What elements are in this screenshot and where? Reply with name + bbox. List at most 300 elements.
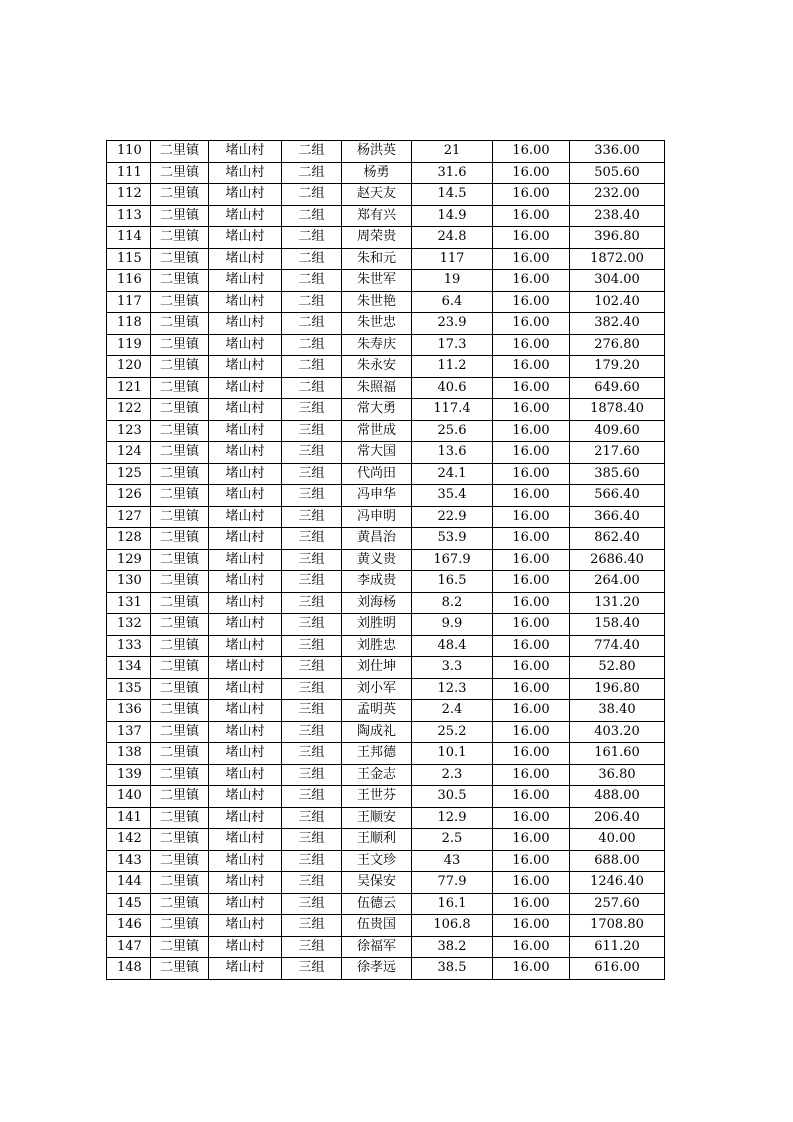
cell-town: 二里镇 — [151, 893, 209, 915]
cell-amount: 276.80 — [570, 334, 665, 356]
cell-village: 堵山村 — [209, 463, 282, 485]
cell-quantity: 48.4 — [412, 635, 493, 657]
cell-group: 三组 — [282, 700, 342, 722]
cell-quantity: 106.8 — [412, 915, 493, 937]
cell-name: 常大勇 — [342, 399, 412, 421]
table-row — [107, 592, 665, 614]
cell-group: 二组 — [282, 184, 342, 206]
table-row — [107, 678, 665, 700]
table-row — [107, 700, 665, 722]
cell-group: 二组 — [282, 205, 342, 227]
cell-unit-price: 16.00 — [493, 141, 570, 163]
cell-town: 二里镇 — [151, 657, 209, 679]
cell-town: 二里镇 — [151, 334, 209, 356]
cell-town: 二里镇 — [151, 958, 209, 980]
table-row — [107, 141, 665, 163]
cell-unit-price: 16.00 — [493, 915, 570, 937]
cell-name: 王文珍 — [342, 850, 412, 872]
cell-quantity: 77.9 — [412, 872, 493, 894]
cell-unit-price: 16.00 — [493, 463, 570, 485]
cell-row-number: 110 — [107, 141, 151, 163]
cell-row-number: 138 — [107, 743, 151, 765]
table-row — [107, 420, 665, 442]
cell-name: 朱世军 — [342, 270, 412, 292]
cell-quantity: 38.5 — [412, 958, 493, 980]
cell-amount: 611.20 — [570, 936, 665, 958]
table-row — [107, 205, 665, 227]
cell-unit-price: 16.00 — [493, 614, 570, 636]
table-row — [107, 506, 665, 528]
cell-town: 二里镇 — [151, 614, 209, 636]
cell-village: 堵山村 — [209, 915, 282, 937]
cell-group: 三组 — [282, 893, 342, 915]
cell-amount: 688.00 — [570, 850, 665, 872]
table-row — [107, 807, 665, 829]
cell-village: 堵山村 — [209, 743, 282, 765]
cell-amount: 336.00 — [570, 141, 665, 163]
table-row — [107, 872, 665, 894]
cell-name: 黄昌治 — [342, 528, 412, 550]
cell-amount: 403.20 — [570, 721, 665, 743]
cell-amount: 102.40 — [570, 291, 665, 313]
cell-town: 二里镇 — [151, 399, 209, 421]
cell-name: 黄义贵 — [342, 549, 412, 571]
cell-unit-price: 16.00 — [493, 850, 570, 872]
cell-unit-price: 16.00 — [493, 506, 570, 528]
table-row — [107, 528, 665, 550]
cell-name: 刘海杨 — [342, 592, 412, 614]
cell-unit-price: 16.00 — [493, 829, 570, 851]
cell-quantity: 8.2 — [412, 592, 493, 614]
cell-unit-price: 16.00 — [493, 377, 570, 399]
cell-village: 堵山村 — [209, 592, 282, 614]
cell-town: 二里镇 — [151, 721, 209, 743]
cell-village: 堵山村 — [209, 205, 282, 227]
cell-town: 二里镇 — [151, 786, 209, 808]
cell-row-number: 141 — [107, 807, 151, 829]
cell-unit-price: 16.00 — [493, 528, 570, 550]
cell-quantity: 17.3 — [412, 334, 493, 356]
cell-amount: 131.20 — [570, 592, 665, 614]
cell-group: 三组 — [282, 872, 342, 894]
cell-village: 堵山村 — [209, 227, 282, 249]
cell-town: 二里镇 — [151, 162, 209, 184]
cell-amount: 649.60 — [570, 377, 665, 399]
cell-amount: 196.80 — [570, 678, 665, 700]
cell-town: 二里镇 — [151, 270, 209, 292]
cell-quantity: 2.3 — [412, 764, 493, 786]
cell-quantity: 53.9 — [412, 528, 493, 550]
table-row — [107, 958, 665, 980]
cell-row-number: 122 — [107, 399, 151, 421]
cell-quantity: 16.5 — [412, 571, 493, 593]
cell-name: 吴保安 — [342, 872, 412, 894]
cell-row-number: 112 — [107, 184, 151, 206]
cell-town: 二里镇 — [151, 807, 209, 829]
cell-village: 堵山村 — [209, 291, 282, 313]
cell-amount: 257.60 — [570, 893, 665, 915]
cell-name: 朱寿庆 — [342, 334, 412, 356]
cell-row-number: 116 — [107, 270, 151, 292]
cell-name: 王顺安 — [342, 807, 412, 829]
cell-name: 代尚田 — [342, 463, 412, 485]
cell-row-number: 147 — [107, 936, 151, 958]
table-row — [107, 635, 665, 657]
cell-row-number: 135 — [107, 678, 151, 700]
table-row — [107, 657, 665, 679]
cell-name: 李成贵 — [342, 571, 412, 593]
table-row — [107, 334, 665, 356]
cell-unit-price: 16.00 — [493, 313, 570, 335]
table-row — [107, 764, 665, 786]
cell-name: 赵天友 — [342, 184, 412, 206]
cell-name: 徐福军 — [342, 936, 412, 958]
cell-unit-price: 16.00 — [493, 270, 570, 292]
cell-quantity: 14.9 — [412, 205, 493, 227]
cell-town: 二里镇 — [151, 936, 209, 958]
cell-row-number: 143 — [107, 850, 151, 872]
cell-group: 三组 — [282, 807, 342, 829]
cell-group: 二组 — [282, 356, 342, 378]
cell-town: 二里镇 — [151, 592, 209, 614]
cell-amount: 264.00 — [570, 571, 665, 593]
cell-unit-price: 16.00 — [493, 227, 570, 249]
cell-name: 刘胜明 — [342, 614, 412, 636]
cell-row-number: 132 — [107, 614, 151, 636]
cell-town: 二里镇 — [151, 248, 209, 270]
cell-town: 二里镇 — [151, 678, 209, 700]
cell-group: 三组 — [282, 850, 342, 872]
cell-name: 伍贵国 — [342, 915, 412, 937]
cell-amount: 1872.00 — [570, 248, 665, 270]
cell-village: 堵山村 — [209, 356, 282, 378]
cell-group: 三组 — [282, 463, 342, 485]
cell-village: 堵山村 — [209, 850, 282, 872]
cell-group: 三组 — [282, 549, 342, 571]
cell-unit-price: 16.00 — [493, 657, 570, 679]
cell-quantity: 6.4 — [412, 291, 493, 313]
cell-town: 二里镇 — [151, 291, 209, 313]
cell-quantity: 43 — [412, 850, 493, 872]
cell-village: 堵山村 — [209, 420, 282, 442]
table-row — [107, 614, 665, 636]
cell-town: 二里镇 — [151, 184, 209, 206]
cell-name: 冯申华 — [342, 485, 412, 507]
cell-town: 二里镇 — [151, 700, 209, 722]
cell-village: 堵山村 — [209, 700, 282, 722]
cell-town: 二里镇 — [151, 764, 209, 786]
cell-village: 堵山村 — [209, 506, 282, 528]
cell-name: 朱永安 — [342, 356, 412, 378]
table-row — [107, 184, 665, 206]
cell-village: 堵山村 — [209, 807, 282, 829]
cell-group: 三组 — [282, 786, 342, 808]
cell-row-number: 136 — [107, 700, 151, 722]
cell-village: 堵山村 — [209, 528, 282, 550]
cell-village: 堵山村 — [209, 270, 282, 292]
cell-amount: 40.00 — [570, 829, 665, 851]
cell-group: 三组 — [282, 420, 342, 442]
cell-unit-price: 16.00 — [493, 549, 570, 571]
cell-village: 堵山村 — [209, 485, 282, 507]
cell-village: 堵山村 — [209, 614, 282, 636]
cell-group: 三组 — [282, 635, 342, 657]
cell-group: 三组 — [282, 958, 342, 980]
table-row — [107, 850, 665, 872]
cell-name: 朱世艳 — [342, 291, 412, 313]
cell-group: 二组 — [282, 248, 342, 270]
table-row — [107, 936, 665, 958]
cell-row-number: 121 — [107, 377, 151, 399]
table-row — [107, 356, 665, 378]
cell-group: 三组 — [282, 936, 342, 958]
cell-unit-price: 16.00 — [493, 936, 570, 958]
cell-row-number: 120 — [107, 356, 151, 378]
cell-village: 堵山村 — [209, 549, 282, 571]
cell-amount: 217.60 — [570, 442, 665, 464]
cell-unit-price: 16.00 — [493, 893, 570, 915]
cell-amount: 1708.80 — [570, 915, 665, 937]
cell-unit-price: 16.00 — [493, 592, 570, 614]
cell-quantity: 12.9 — [412, 807, 493, 829]
cell-village: 堵山村 — [209, 657, 282, 679]
cell-row-number: 142 — [107, 829, 151, 851]
cell-amount: 385.60 — [570, 463, 665, 485]
cell-town: 二里镇 — [151, 506, 209, 528]
cell-name: 刘仕坤 — [342, 657, 412, 679]
cell-quantity: 23.9 — [412, 313, 493, 335]
table-row — [107, 377, 665, 399]
cell-name: 周荣贵 — [342, 227, 412, 249]
cell-row-number: 123 — [107, 420, 151, 442]
cell-amount: 38.40 — [570, 700, 665, 722]
cell-unit-price: 16.00 — [493, 420, 570, 442]
cell-unit-price: 16.00 — [493, 678, 570, 700]
cell-name: 伍德云 — [342, 893, 412, 915]
cell-name: 徐孝远 — [342, 958, 412, 980]
cell-quantity: 117 — [412, 248, 493, 270]
cell-town: 二里镇 — [151, 549, 209, 571]
cell-unit-price: 16.00 — [493, 721, 570, 743]
cell-village: 堵山村 — [209, 721, 282, 743]
cell-row-number: 128 — [107, 528, 151, 550]
cell-village: 堵山村 — [209, 184, 282, 206]
cell-village: 堵山村 — [209, 958, 282, 980]
cell-amount: 366.40 — [570, 506, 665, 528]
cell-unit-price: 16.00 — [493, 442, 570, 464]
cell-name: 朱照福 — [342, 377, 412, 399]
cell-quantity: 38.2 — [412, 936, 493, 958]
cell-town: 二里镇 — [151, 442, 209, 464]
cell-town: 二里镇 — [151, 528, 209, 550]
cell-amount: 36.80 — [570, 764, 665, 786]
cell-village: 堵山村 — [209, 764, 282, 786]
cell-town: 二里镇 — [151, 205, 209, 227]
cell-town: 二里镇 — [151, 227, 209, 249]
cell-quantity: 9.9 — [412, 614, 493, 636]
cell-amount: 158.40 — [570, 614, 665, 636]
cell-unit-price: 16.00 — [493, 743, 570, 765]
cell-name: 王金志 — [342, 764, 412, 786]
cell-town: 二里镇 — [151, 141, 209, 163]
table-row — [107, 571, 665, 593]
cell-town: 二里镇 — [151, 829, 209, 851]
cell-row-number: 113 — [107, 205, 151, 227]
table-body — [107, 141, 665, 980]
cell-row-number: 134 — [107, 657, 151, 679]
table-row — [107, 248, 665, 270]
cell-group: 三组 — [282, 571, 342, 593]
cell-quantity: 19 — [412, 270, 493, 292]
cell-row-number: 146 — [107, 915, 151, 937]
cell-village: 堵山村 — [209, 872, 282, 894]
cell-quantity: 30.5 — [412, 786, 493, 808]
table-row — [107, 162, 665, 184]
cell-row-number: 145 — [107, 893, 151, 915]
cell-unit-price: 16.00 — [493, 635, 570, 657]
cell-amount: 161.60 — [570, 743, 665, 765]
cell-quantity: 25.2 — [412, 721, 493, 743]
cell-group: 二组 — [282, 141, 342, 163]
cell-amount: 382.40 — [570, 313, 665, 335]
cell-quantity: 117.4 — [412, 399, 493, 421]
cell-name: 刘小军 — [342, 678, 412, 700]
cell-group: 三组 — [282, 442, 342, 464]
table-row — [107, 270, 665, 292]
cell-amount: 179.20 — [570, 356, 665, 378]
cell-group: 三组 — [282, 743, 342, 765]
cell-row-number: 115 — [107, 248, 151, 270]
cell-row-number: 124 — [107, 442, 151, 464]
cell-quantity: 35.4 — [412, 485, 493, 507]
cell-row-number: 130 — [107, 571, 151, 593]
cell-quantity: 24.8 — [412, 227, 493, 249]
cell-amount: 616.00 — [570, 958, 665, 980]
cell-quantity: 22.9 — [412, 506, 493, 528]
cell-row-number: 137 — [107, 721, 151, 743]
cell-unit-price: 16.00 — [493, 485, 570, 507]
cell-amount: 505.60 — [570, 162, 665, 184]
cell-row-number: 139 — [107, 764, 151, 786]
cell-group: 二组 — [282, 313, 342, 335]
table-row — [107, 399, 665, 421]
cell-unit-price: 16.00 — [493, 399, 570, 421]
cell-group: 二组 — [282, 377, 342, 399]
table-row — [107, 227, 665, 249]
cell-quantity: 13.6 — [412, 442, 493, 464]
table-row — [107, 893, 665, 915]
cell-group: 二组 — [282, 270, 342, 292]
cell-village: 堵山村 — [209, 786, 282, 808]
cell-group: 三组 — [282, 399, 342, 421]
table-row — [107, 291, 665, 313]
cell-row-number: 125 — [107, 463, 151, 485]
cell-quantity: 2.5 — [412, 829, 493, 851]
cell-name: 刘胜忠 — [342, 635, 412, 657]
cell-group: 二组 — [282, 291, 342, 313]
cell-amount: 304.00 — [570, 270, 665, 292]
cell-town: 二里镇 — [151, 313, 209, 335]
cell-group: 三组 — [282, 721, 342, 743]
cell-town: 二里镇 — [151, 743, 209, 765]
cell-row-number: 126 — [107, 485, 151, 507]
cell-amount: 488.00 — [570, 786, 665, 808]
cell-row-number: 133 — [107, 635, 151, 657]
cell-group: 二组 — [282, 334, 342, 356]
cell-amount: 238.40 — [570, 205, 665, 227]
cell-village: 堵山村 — [209, 399, 282, 421]
table-row — [107, 549, 665, 571]
cell-amount: 206.40 — [570, 807, 665, 829]
cell-town: 二里镇 — [151, 850, 209, 872]
cell-unit-price: 16.00 — [493, 872, 570, 894]
cell-group: 三组 — [282, 915, 342, 937]
cell-group: 三组 — [282, 657, 342, 679]
cell-unit-price: 16.00 — [493, 184, 570, 206]
cell-town: 二里镇 — [151, 872, 209, 894]
cell-village: 堵山村 — [209, 936, 282, 958]
cell-quantity: 40.6 — [412, 377, 493, 399]
cell-unit-price: 16.00 — [493, 571, 570, 593]
cell-village: 堵山村 — [209, 377, 282, 399]
cell-row-number: 148 — [107, 958, 151, 980]
cell-group: 三组 — [282, 764, 342, 786]
cell-group: 二组 — [282, 227, 342, 249]
table-row — [107, 313, 665, 335]
cell-group: 三组 — [282, 592, 342, 614]
cell-row-number: 144 — [107, 872, 151, 894]
cell-name: 冯申明 — [342, 506, 412, 528]
cell-group: 三组 — [282, 678, 342, 700]
table-row — [107, 915, 665, 937]
cell-amount: 409.60 — [570, 420, 665, 442]
cell-amount: 232.00 — [570, 184, 665, 206]
table-row — [107, 442, 665, 464]
cell-name: 陶成礼 — [342, 721, 412, 743]
cell-village: 堵山村 — [209, 313, 282, 335]
cell-row-number: 114 — [107, 227, 151, 249]
cell-village: 堵山村 — [209, 678, 282, 700]
cell-name: 王邦德 — [342, 743, 412, 765]
cell-village: 堵山村 — [209, 571, 282, 593]
cell-group: 三组 — [282, 829, 342, 851]
cell-unit-price: 16.00 — [493, 205, 570, 227]
table-row — [107, 485, 665, 507]
cell-row-number: 129 — [107, 549, 151, 571]
cell-group: 三组 — [282, 485, 342, 507]
cell-town: 二里镇 — [151, 377, 209, 399]
cell-amount: 1246.40 — [570, 872, 665, 894]
cell-unit-price: 16.00 — [493, 764, 570, 786]
table-row — [107, 829, 665, 851]
cell-village: 堵山村 — [209, 248, 282, 270]
cell-name: 王顺利 — [342, 829, 412, 851]
cell-name: 王世芬 — [342, 786, 412, 808]
cell-name: 杨勇 — [342, 162, 412, 184]
cell-amount: 1878.40 — [570, 399, 665, 421]
cell-quantity: 12.3 — [412, 678, 493, 700]
cell-quantity: 3.3 — [412, 657, 493, 679]
cell-unit-price: 16.00 — [493, 248, 570, 270]
cell-quantity: 31.6 — [412, 162, 493, 184]
cell-unit-price: 16.00 — [493, 786, 570, 808]
table-row — [107, 721, 665, 743]
cell-name: 郑有兴 — [342, 205, 412, 227]
cell-town: 二里镇 — [151, 485, 209, 507]
cell-quantity: 10.1 — [412, 743, 493, 765]
cell-name: 常世成 — [342, 420, 412, 442]
cell-town: 二里镇 — [151, 463, 209, 485]
